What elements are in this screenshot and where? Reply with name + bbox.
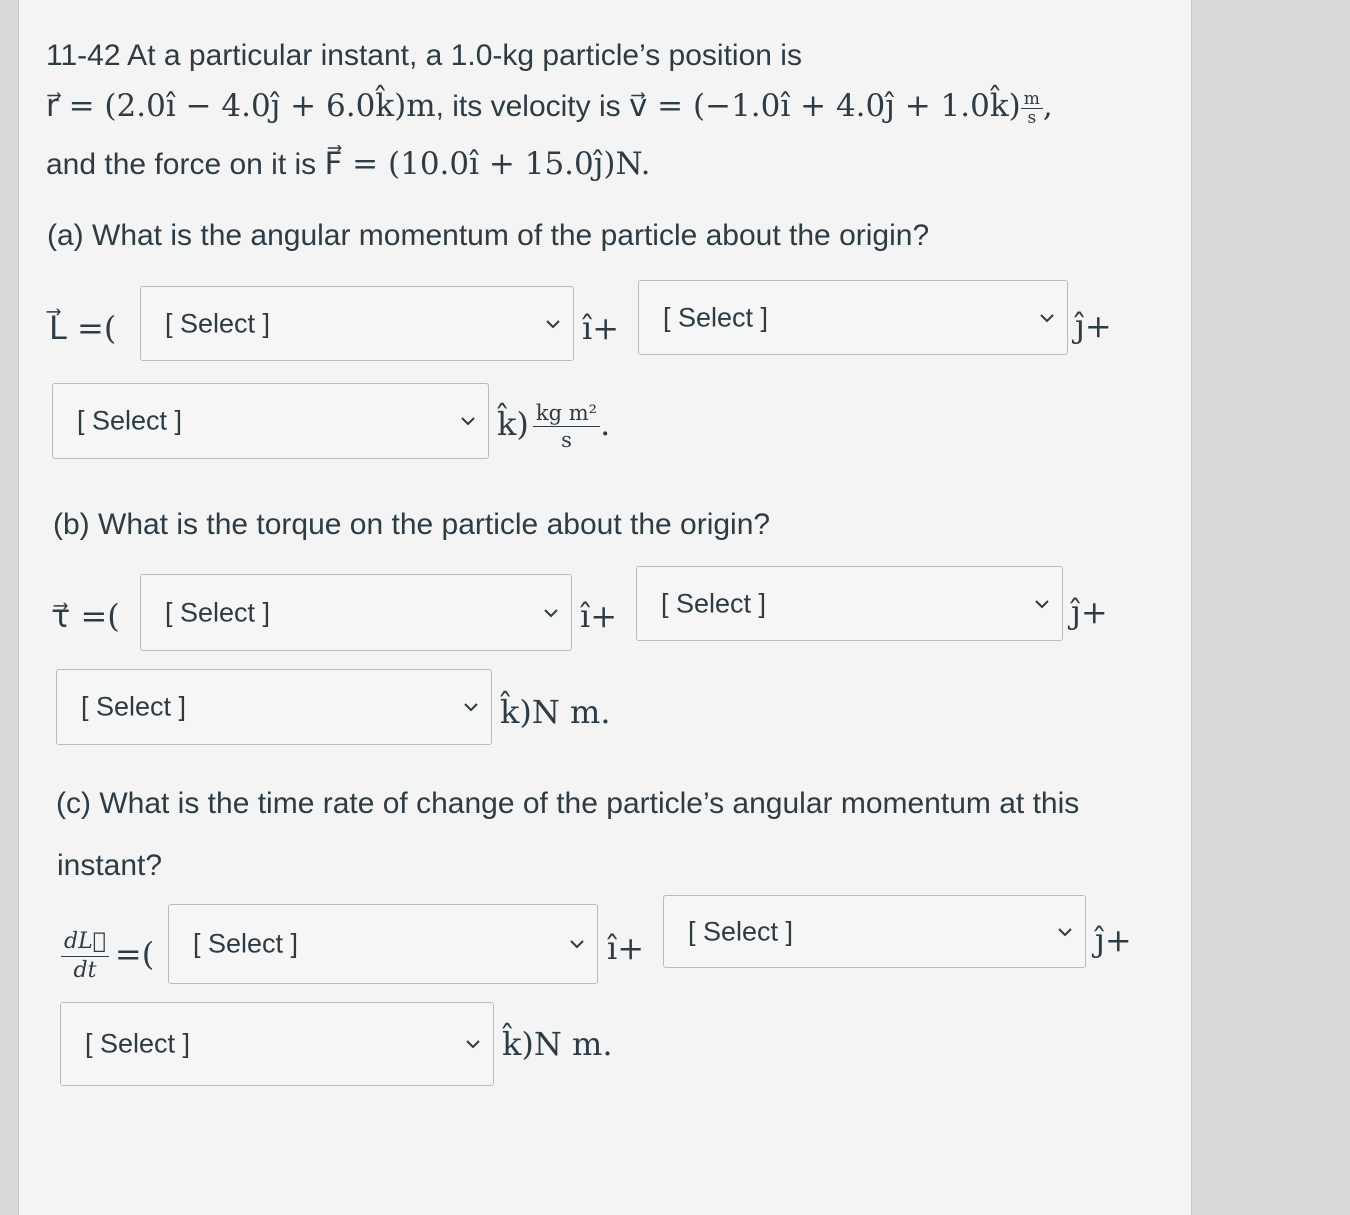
part-c-question-line-1: (c) What is the time rate of change of the particle’s angular momentum at this [56, 787, 1080, 820]
part-a-question: (a) What is the angular momentum of the particle about the origin? [47, 219, 930, 252]
part-c-question-line-2: instant? [57, 849, 163, 882]
part-c-j-term: ĵ+ [1095, 921, 1132, 959]
chevron-down-icon [545, 318, 561, 330]
part-b-j-select[interactable]: [ Select ] [636, 566, 1063, 641]
part-a-j-term: ĵ+ [1075, 307, 1112, 345]
part-a-k-select[interactable]: [ Select ] [52, 383, 489, 459]
chevron-down-icon [463, 701, 479, 713]
chevron-down-icon [1057, 926, 1073, 938]
part-c-j-select[interactable]: [ Select ] [663, 895, 1086, 968]
quiz-page [18, 0, 1192, 1215]
velocity-vector: v⃗ = (−1.0î + 4.0ĵ + 1.0k̂) [628, 88, 1021, 124]
problem-line-3 [46, 146, 650, 183]
part-a-unit: $\frac{\text{kg m²}}{s}$ [533, 400, 600, 453]
part-c-k-term: k̂)N m. [502, 1025, 613, 1063]
part-c-k-select[interactable]: [ Select ] [60, 1002, 494, 1086]
velocity-unit: $\frac{m}{s}$ [1021, 90, 1043, 127]
part-a-j-select[interactable]: [ Select ] [638, 280, 1068, 355]
force-text: and the force on it is [46, 148, 325, 181]
part-b-lhs: τ⃗ =( [51, 597, 120, 635]
force-vector: F⃗ = (10.0î + 15.0ĵ)N. [324, 146, 651, 182]
part-c-i-select[interactable]: [ Select ] [168, 904, 598, 984]
part-b-i-select[interactable]: [ Select ] [140, 574, 572, 651]
chevron-down-icon [543, 607, 559, 619]
velocity-text: , its velocity is [435, 90, 629, 123]
part-a-i-select[interactable]: [ Select ] [140, 286, 574, 361]
part-b-j-term: ĵ+ [1071, 593, 1108, 631]
chevron-down-icon [569, 938, 585, 950]
chevron-down-icon [460, 415, 476, 427]
chevron-down-icon [1039, 312, 1055, 324]
part-b-k-term: k̂)N m. [500, 693, 611, 731]
part-c-lhs: $\frac{dL⃗}{dt}$ =( [61, 928, 154, 985]
part-b-k-select[interactable]: [ Select ] [56, 669, 492, 745]
chevron-down-icon [465, 1038, 481, 1050]
position-vector: r⃗ = (2.0î − 4.0ĵ + 6.0k̂)m [46, 88, 436, 124]
part-c-derivative: $\frac{dL⃗}{dt}$ [61, 928, 109, 985]
problem-line-1: 11-42 At a particular instant, a 1.0-kg particle’s position is [46, 39, 802, 72]
part-a-lhs: L⃗ =( [49, 309, 117, 347]
part-a-i-term: î+ [582, 309, 620, 347]
part-a-k-term: k̂) $\frac{\text{kg m²}}{s}$ . [497, 401, 611, 452]
problem-line-2: r⃗ = (2.0î − 4.0ĵ + 6.0k̂)m, its velocity is v⃗ = (−1.0î + 4.0ĵ + 1.0k̂) $\frac{m}{s}$ , [46, 88, 1053, 128]
part-b-i-term: î+ [580, 597, 618, 635]
part-b-question: (b) What is the torque on the particle about the origin? [53, 508, 771, 541]
part-c-i-term: î+ [607, 929, 645, 967]
chevron-down-icon [1034, 598, 1050, 610]
